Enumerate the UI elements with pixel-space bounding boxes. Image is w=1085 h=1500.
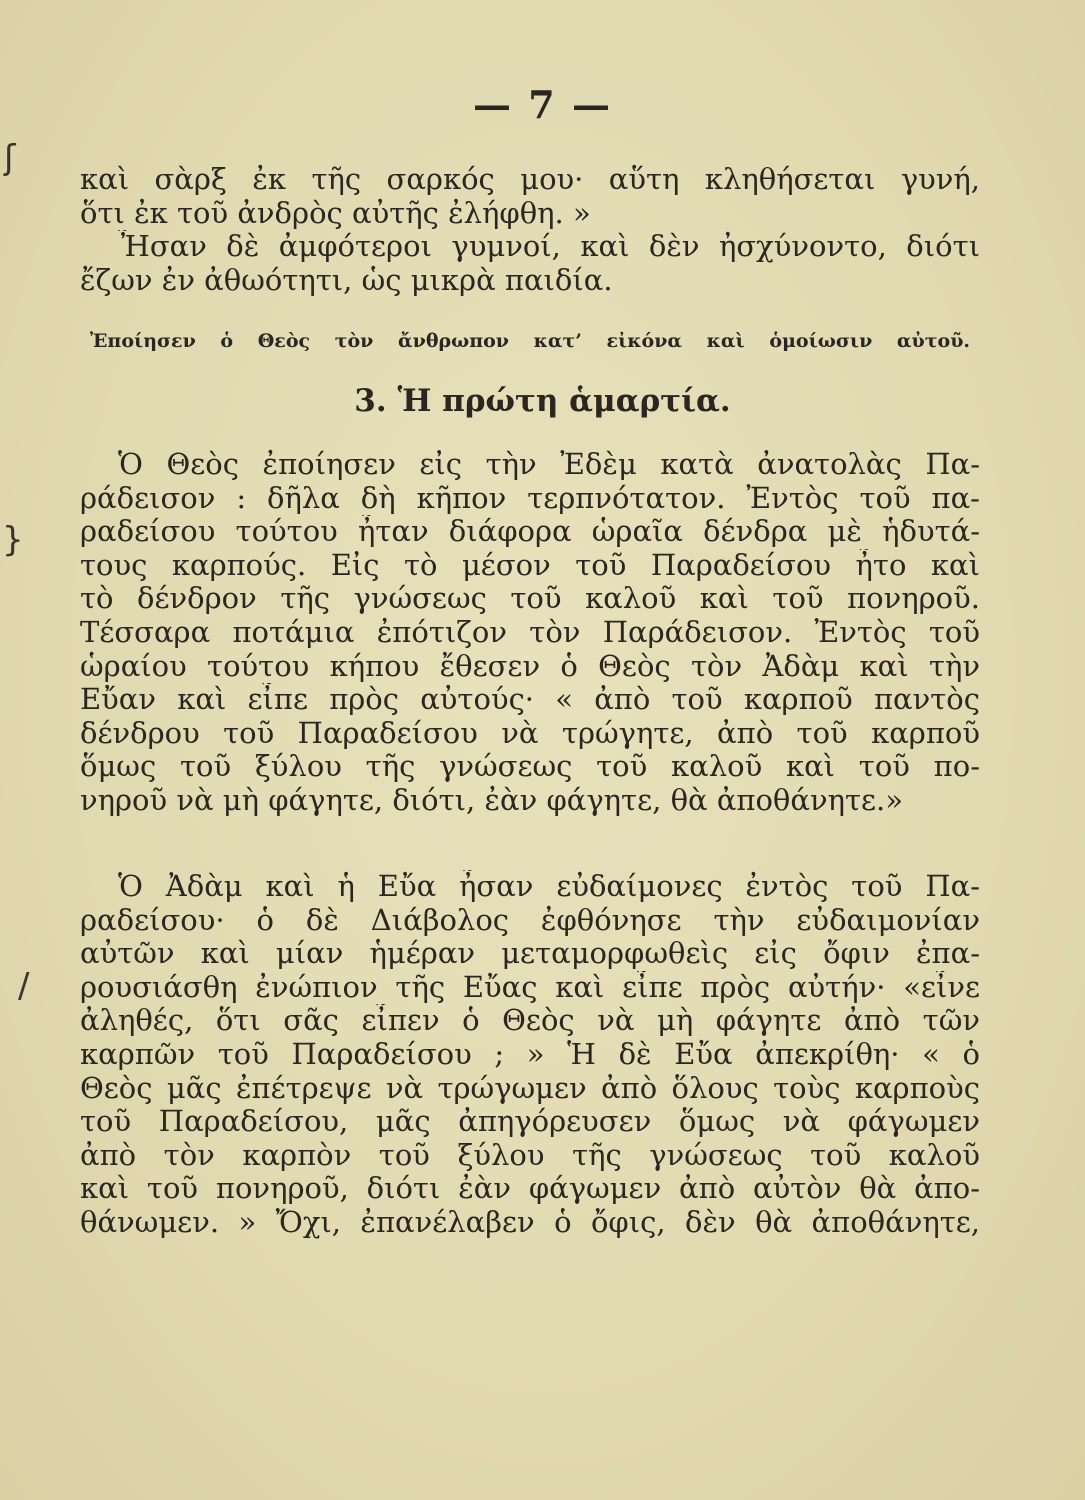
text-line: καρπῶν τοῦ Παραδείσου ; » Ἡ δὲ Εὔα ἀπεκρίθη· « ὁ bbox=[80, 1037, 980, 1071]
text-line: ράδεισον : δῆλα δὴ κῆπον τερπνότατον. Ἐντὸς τοῦ πα- bbox=[80, 481, 980, 515]
text-line: Εὔαν καὶ εἶπε πρὸς αὐτούς· « ἀπὸ τοῦ καρποῦ παντὸς bbox=[80, 683, 980, 717]
image-caption: Ἐποίησεν ὁ Θεὸς τὸν ἄνθρωπον κατ’ εἰκόνα καὶ ὁμοίωσιν αὐτοῦ. bbox=[90, 330, 970, 352]
margin-mark: ʃ bbox=[4, 138, 16, 178]
text-line: ὡραίου τούτου κήπου ἔθεσεν ὁ Θεὸς τὸν Ἀδὰμ καὶ τὴν bbox=[80, 649, 980, 683]
text-line: νηροῦ νὰ μὴ φάγητε, διότι, ἐὰν φάγητε, θὰ ἀποθάνητε.» bbox=[80, 783, 904, 817]
text-line: Ἦσαν δὲ ἀμφότεροι γυμνοί, καὶ δὲν ἠσχύνοντο, διότι bbox=[118, 230, 980, 263]
text-line: ἔζων ἐν ἀθωότητι, ὡς μικρὰ παιδία. bbox=[80, 263, 613, 297]
text-line: Θεὸς μᾶς ἐπέτρεψε νὰ τρώγωμεν ἀπὸ ὅλους τοὺς καρποὺς bbox=[80, 1071, 980, 1105]
page-number: — 7 — bbox=[473, 82, 612, 127]
margin-mark: / bbox=[18, 966, 30, 1006]
text-line: ὅτι ἐκ τοῦ ἀνδρὸς αὐτῆς ἐλήφθη. » bbox=[80, 196, 591, 230]
text-line: Τέσσαρα ποτάμια ἐπότιζον τὸν Παράδεισον. Ἐντὸς τοῦ bbox=[80, 615, 980, 649]
paragraph-4 bbox=[80, 870, 980, 1240]
text-line: καὶ σὰρξ ἐκ τῆς σαρκός μου· αὕτη κληθήσεται γυνή, bbox=[80, 163, 980, 196]
text-line: τους καρπούς. Εἰς τὸ μέσον τοῦ Παραδείσου ἦτο καὶ bbox=[80, 548, 980, 582]
paragraph-3 bbox=[80, 448, 980, 818]
text-line: ρουσιάσθη ἐνώπιον τῆς Εὔας καὶ εἶπε πρὸς αὐτήν· «εἶνε bbox=[80, 970, 980, 1004]
text-line: τοῦ Παραδείσου, μᾶς ἀπηγόρευσεν ὅμως νὰ φάγωμεν bbox=[80, 1105, 980, 1139]
text-line: ραδείσου· ὁ δὲ Διάβολος ἐφθόνησε τὴν εὐδαιμονίαν bbox=[80, 903, 980, 937]
text-line: ἀπὸ τὸν καρπὸν τοῦ ξύλου τῆς γνώσεως τοῦ καλοῦ bbox=[80, 1138, 980, 1172]
paragraph-2 bbox=[80, 230, 980, 297]
text-line: Ὁ Θεὸς ἐποίησεν εἰς τὴν Ἐδὲμ κατὰ ἀνατολὰς Πα- bbox=[118, 448, 980, 481]
section-heading: 3. Ἡ πρώτη ἁμαρτία. bbox=[354, 383, 731, 419]
text-line: ἀληθές, ὅτι σᾶς εἶπεν ὁ Θεὸς νὰ μὴ φάγητε ἀπὸ τῶν bbox=[80, 1004, 980, 1038]
text-line: τὸ δένδρον τῆς γνώσεως τοῦ καλοῦ καὶ τοῦ πονηροῦ. bbox=[80, 582, 980, 616]
text-line: αὐτῶν καὶ μίαν ἡμέραν μεταμορφωθεὶς εἰς ὄφιν ἐπα- bbox=[80, 937, 980, 971]
text-line: ραδείσου τούτου ἦταν διάφορα ὡραῖα δένδρα μὲ ἡδυτά- bbox=[80, 515, 980, 549]
text-line: δένδρου τοῦ Παραδείσου νὰ τρώγητε, ἀπὸ τοῦ καρποῦ bbox=[80, 716, 980, 750]
paragraph-1 bbox=[80, 163, 980, 230]
text-line: θάνωμεν. » Ὄχι, ἐπανέλαβεν ὁ ὄφις, δὲν θὰ ἀποθάνητε, bbox=[80, 1205, 980, 1239]
text-line: ὅμως τοῦ ξύλου τῆς γνώσεως τοῦ καλοῦ καὶ τοῦ πο- bbox=[80, 750, 980, 784]
margin-mark: } bbox=[2, 520, 24, 560]
text-line: Ὁ Ἀδὰμ καὶ ἡ Εὔα ἦσαν εὐδαίμονες ἐντὸς τοῦ Πα- bbox=[118, 870, 980, 903]
text-line: καὶ τοῦ πονηροῦ, διότι ἐὰν φάγωμεν ἀπὸ αὐτὸν θὰ ἀπο- bbox=[80, 1172, 980, 1206]
